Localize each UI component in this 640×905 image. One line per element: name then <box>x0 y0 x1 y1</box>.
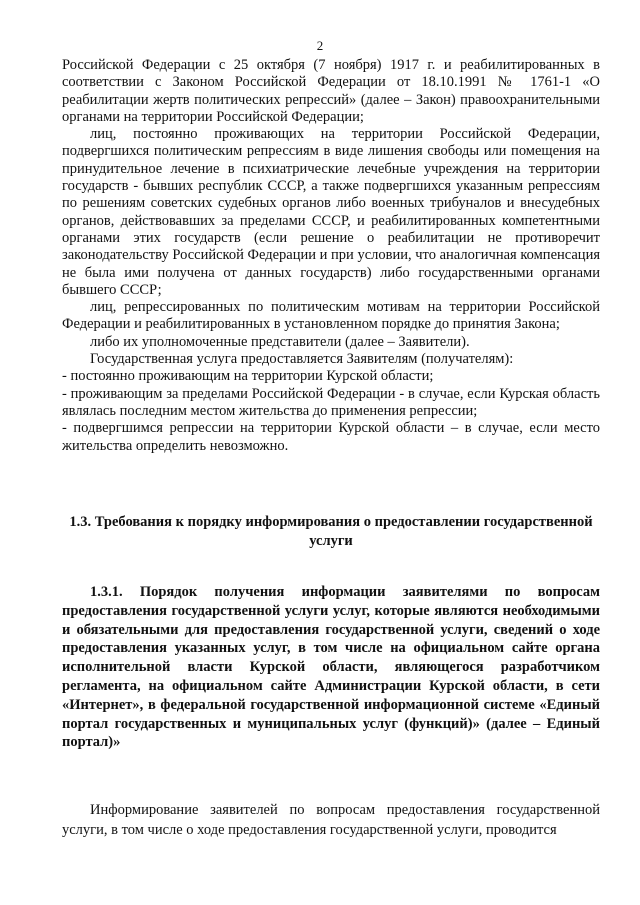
document-body <box>62 57 600 455</box>
paragraph-service-recipients: Государственная услуга предоставляется Заявителям (получателям): <box>90 351 514 368</box>
section-heading: 1.3. Требования к порядку информирования о предоставлении государственной услуги <box>69 514 593 549</box>
paragraph-persons-abroad: лиц, постоянно проживающих на территории Российской Федерации, подвергшихся политическим репрессиям в виде лишения свободы или помещения на принудительное лечение в психиатрические лечебные учреждения на территории государств - бывших республик СССР, а также подвергшихся указанным репрессиям по решениям советских судебных органов либо военных трибуналов и внесудебных органов, действовавших за пределами СССР, и реабилитированных компетентными органами этих государств (если решение о реабилитации не противоречит законодательству Российской Федерации и при условии, что аналогичная компенсация не была ими получена от данных государств) либо государственными органами бывшего СССР; <box>62 126 600 298</box>
page-number: 2 <box>316 38 324 53</box>
list-item-abroad: - проживающим за пределами Российской Федерации - в случае, если Курская область являлась последним местом жительства до применения репрессии; <box>62 385 600 419</box>
paragraph-continuation: Российской Федерации с 25 октября (7 ноября) 1917 г. и реабилитированных в соответствии с Законом Российской Федерации от 18.10.1991 № 1761-1 «О реабилитации жертв политических репрессий» (далее – Закон) правоохранительными органами на территории Российской Федерации; <box>62 57 600 125</box>
paragraph-persons-repressed: лиц, репрессированных по политическим мотивам на территории Российской Федерации и реабилитированных в установленном порядке до принятия Закона; <box>62 299 600 333</box>
list-item-repressed-in-region: - подвергшимся репрессии на территории Курской области – в случае, если место жительства определить невозможно. <box>62 420 600 454</box>
list-item-resident: - постоянно проживающим на территории Курской области; <box>62 368 434 385</box>
subsection-heading: 1.3.1. Порядок получения информации заявителями по вопросам предоставления государственной услуги услуг, которые являются необходимыми и обязательными для предоставления государственной услуги, сведений о ходе предоставления указанных услуг, в том числе на официальном сайте органа исполнительной власти Курской области, являющегося разработчиком регламента, на официальном сайте Администрации Курской области, в сети «Интернет», в федеральной государственной информационной системе «Единый портал государственных и муниципальных услуг (функций)» (далее – Единый портал)» <box>62 584 600 751</box>
paragraph-representatives: либо их уполномоченные представители (далее – Заявители). <box>90 333 470 350</box>
paragraph-informing: Информирование заявителей по вопросам предоставления государственной услуги, в том числе о ходе предоставления государственной услуги, проводится <box>62 802 600 838</box>
